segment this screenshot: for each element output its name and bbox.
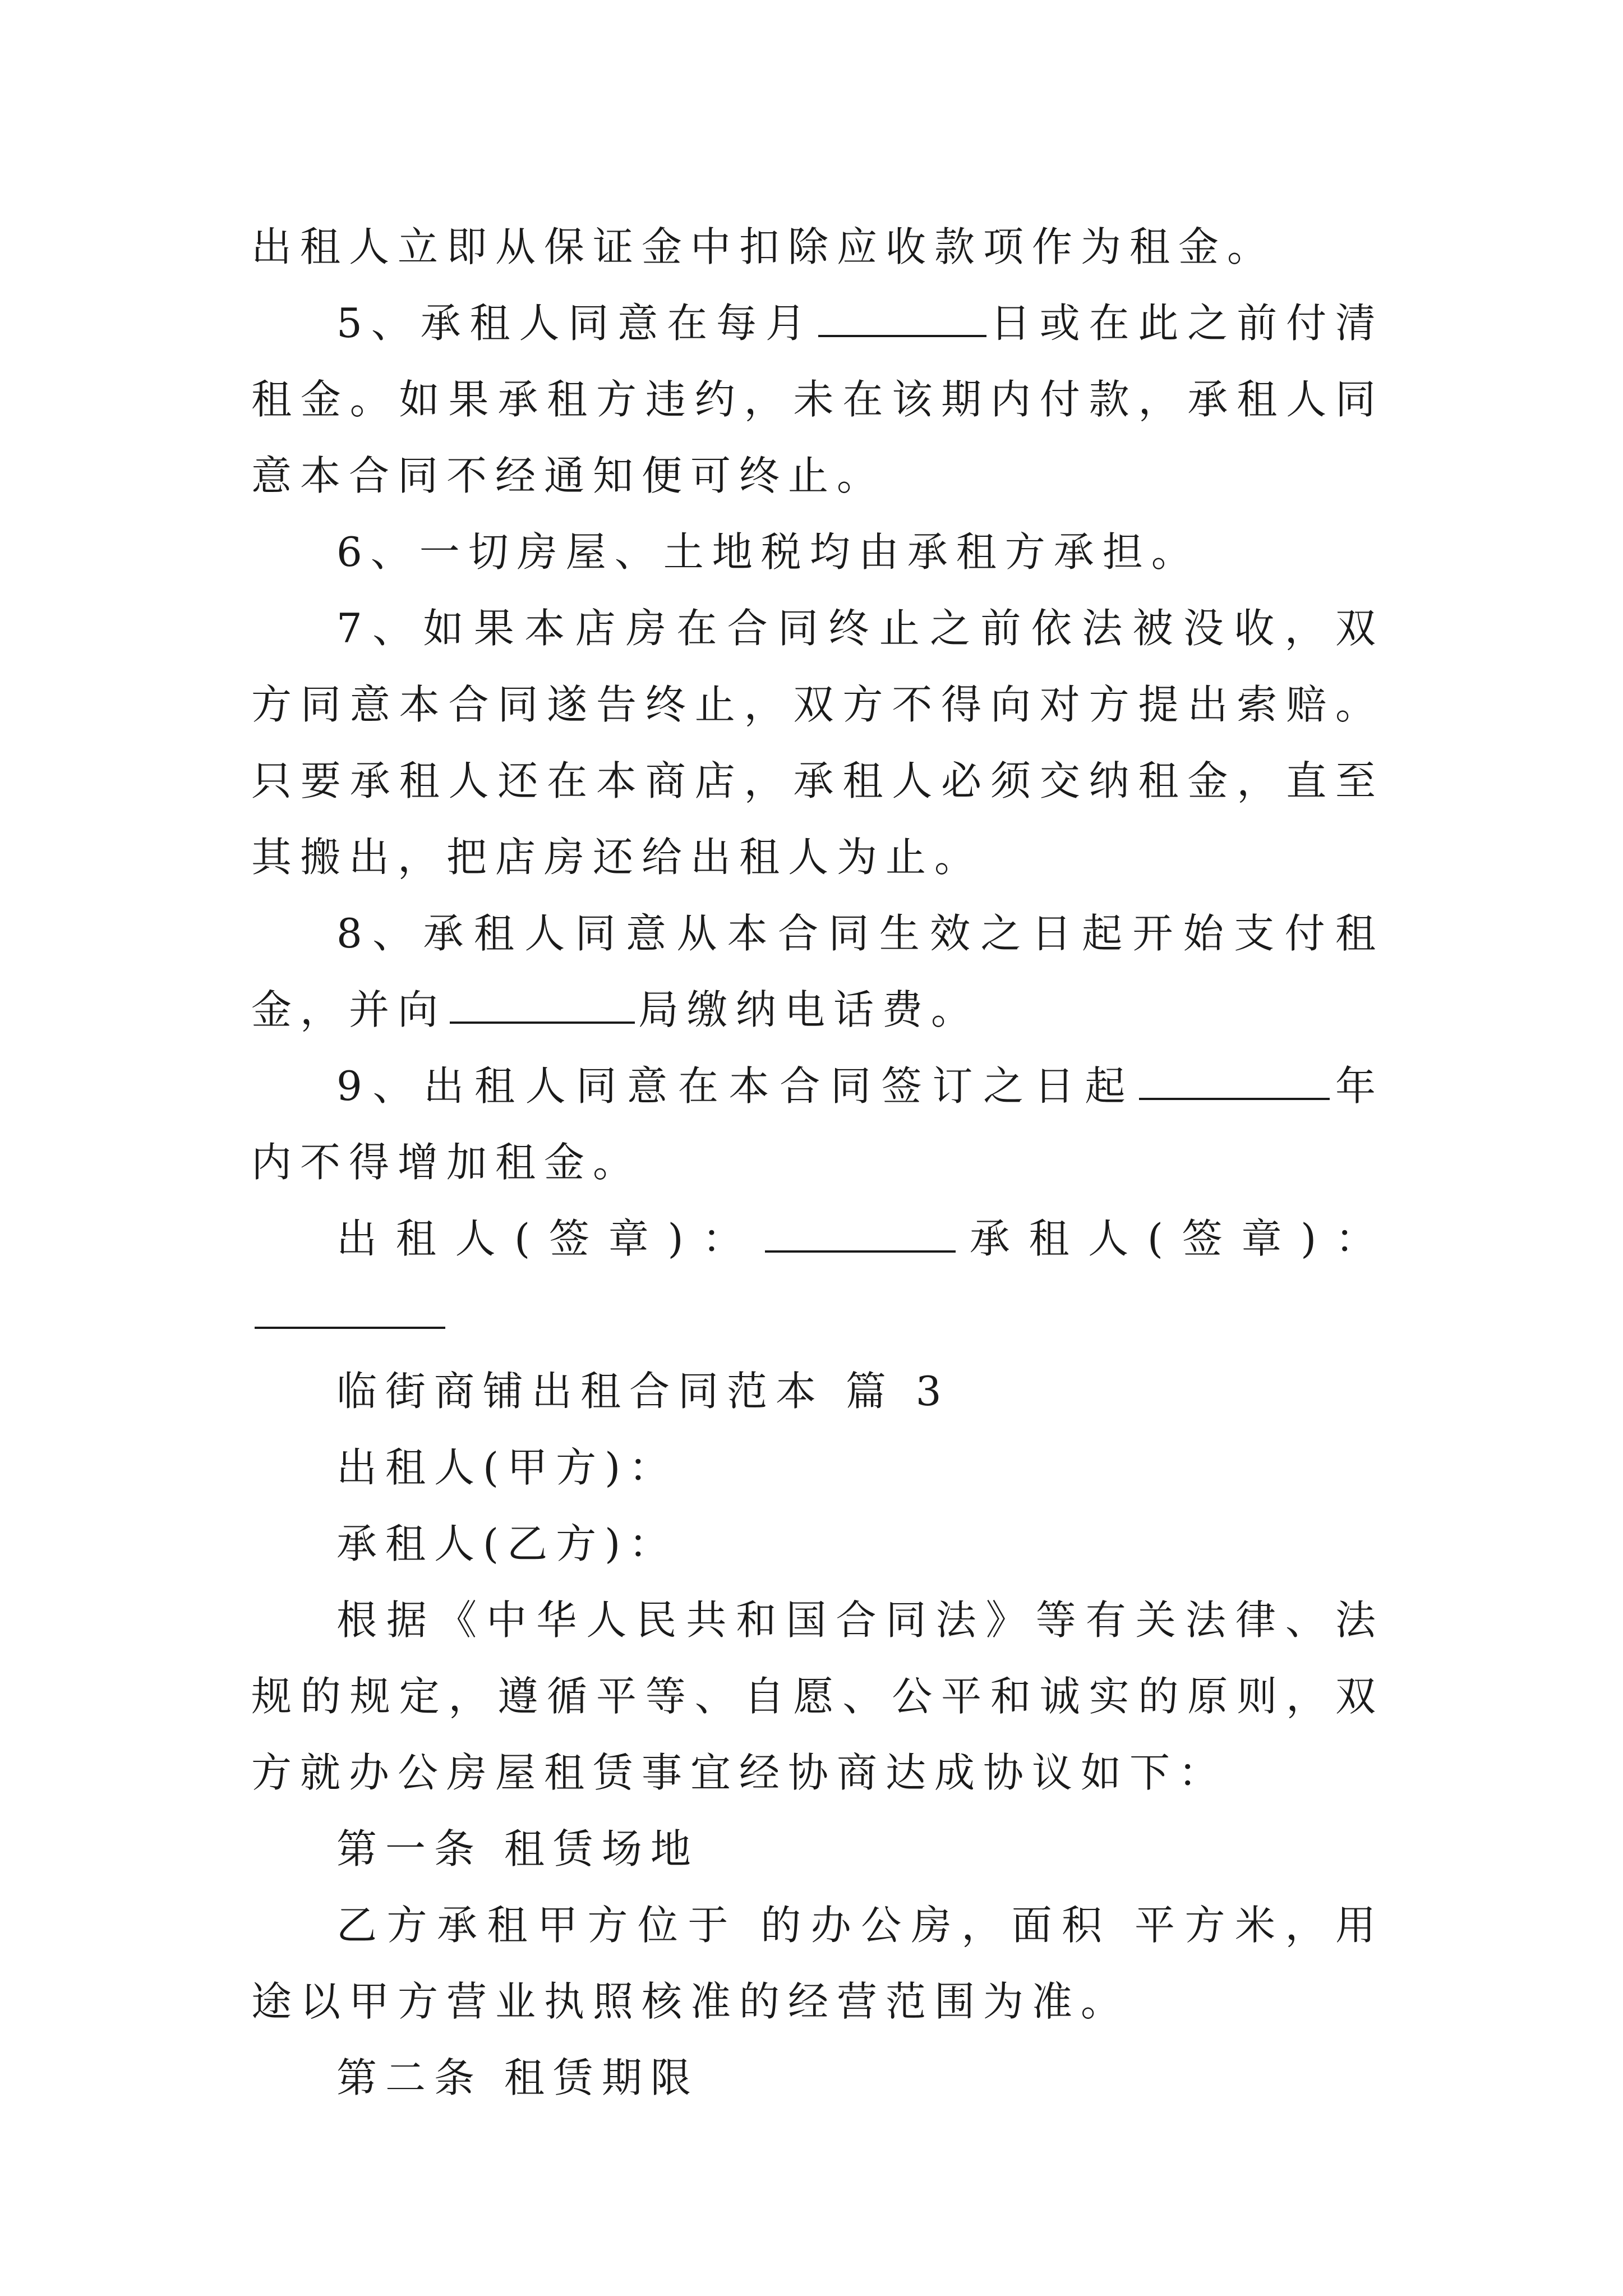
document-body xyxy=(251,209,1384,2116)
clause-5-paragraph xyxy=(251,285,1384,514)
fill-in-blank-day xyxy=(818,301,986,337)
article-1-heading xyxy=(251,1811,1384,1887)
lessor-signature-label: 出租人(签章)： xyxy=(336,1215,762,1262)
party-b-label: 承租人(乙方)： xyxy=(336,1520,678,1567)
party-b-line xyxy=(251,1506,1384,1582)
preamble-text: 根据《中华人民共和国合同法》等有关法律、法规的规定，遵循平等、自愿、公平和诚实的原则，双方就办公房屋租赁事宜经协商达成协议如下： xyxy=(251,1596,1384,1796)
clause-8-paragraph xyxy=(251,895,1384,1048)
article-1-heading-text: 第一条 租赁场地 xyxy=(336,1825,699,1872)
article-2-heading-text: 第二条 租赁期限 xyxy=(336,2054,699,2101)
clause-7-paragraph xyxy=(251,590,1384,895)
paragraph-continuation xyxy=(251,209,1384,285)
fill-in-blank-telecom-bureau xyxy=(450,988,635,1024)
clause-9-text-after: 年内不得增加租金。 xyxy=(251,1062,1384,1186)
clause-8-text-before: 8、承租人同意从本合同生效之日起开始支付租金，并向 xyxy=(251,910,1384,1033)
clause-6-text: 6、一切房屋、土地税均由承租方承担。 xyxy=(336,528,1200,576)
fill-in-blank-years xyxy=(1139,1064,1330,1100)
clause-9-text-before: 9、出租人同意在本合同签订之日起 xyxy=(336,1062,1136,1110)
lessor-signature-blank xyxy=(765,1217,956,1253)
preamble-paragraph xyxy=(251,1582,1384,1811)
article-1-body-text: 乙方承租甲方位于 的办公房，面积 平方米，用途以甲方营业执照核准的经营范围为准。 xyxy=(251,1902,1384,2025)
section-title xyxy=(251,1353,1384,1429)
clause-6-paragraph xyxy=(251,514,1384,590)
clause-5-text-before: 5、承租人同意在每月 xyxy=(336,300,815,347)
party-a-label: 出租人(甲方)： xyxy=(336,1444,678,1491)
party-a-line xyxy=(251,1429,1384,1506)
lessee-signature-label: 承租人(签章)： xyxy=(959,1215,1384,1262)
signature-line xyxy=(251,1200,1384,1353)
clause-7-text: 7、如果本店房在合同终止之前依法被没收，双方同意本合同遂告终止，双方不得向对方提出索赔。只要承租人还在本商店，承租人必须交纳租金，直至其搬出，把店房还给出租人为止。 xyxy=(251,605,1384,881)
clause-9-paragraph xyxy=(251,1048,1384,1200)
clause-5-text-after: 日或在此之前付清租金。如果承租方违约，未在该期内付款，承租人同意本合同不经通知便可终止。 xyxy=(251,300,1384,499)
clause-8-text-after: 局缴纳电话费。 xyxy=(638,986,980,1033)
article-2-heading xyxy=(251,2040,1384,2116)
lessee-signature-blank xyxy=(255,1293,445,1329)
article-1-body xyxy=(251,1887,1384,2040)
section-title-text: 临街商铺出租合同范本 篇 3 xyxy=(336,1368,950,1415)
paragraph-text: 出租人立即从保证金中扣除应收款项作为租金。 xyxy=(251,223,1276,270)
